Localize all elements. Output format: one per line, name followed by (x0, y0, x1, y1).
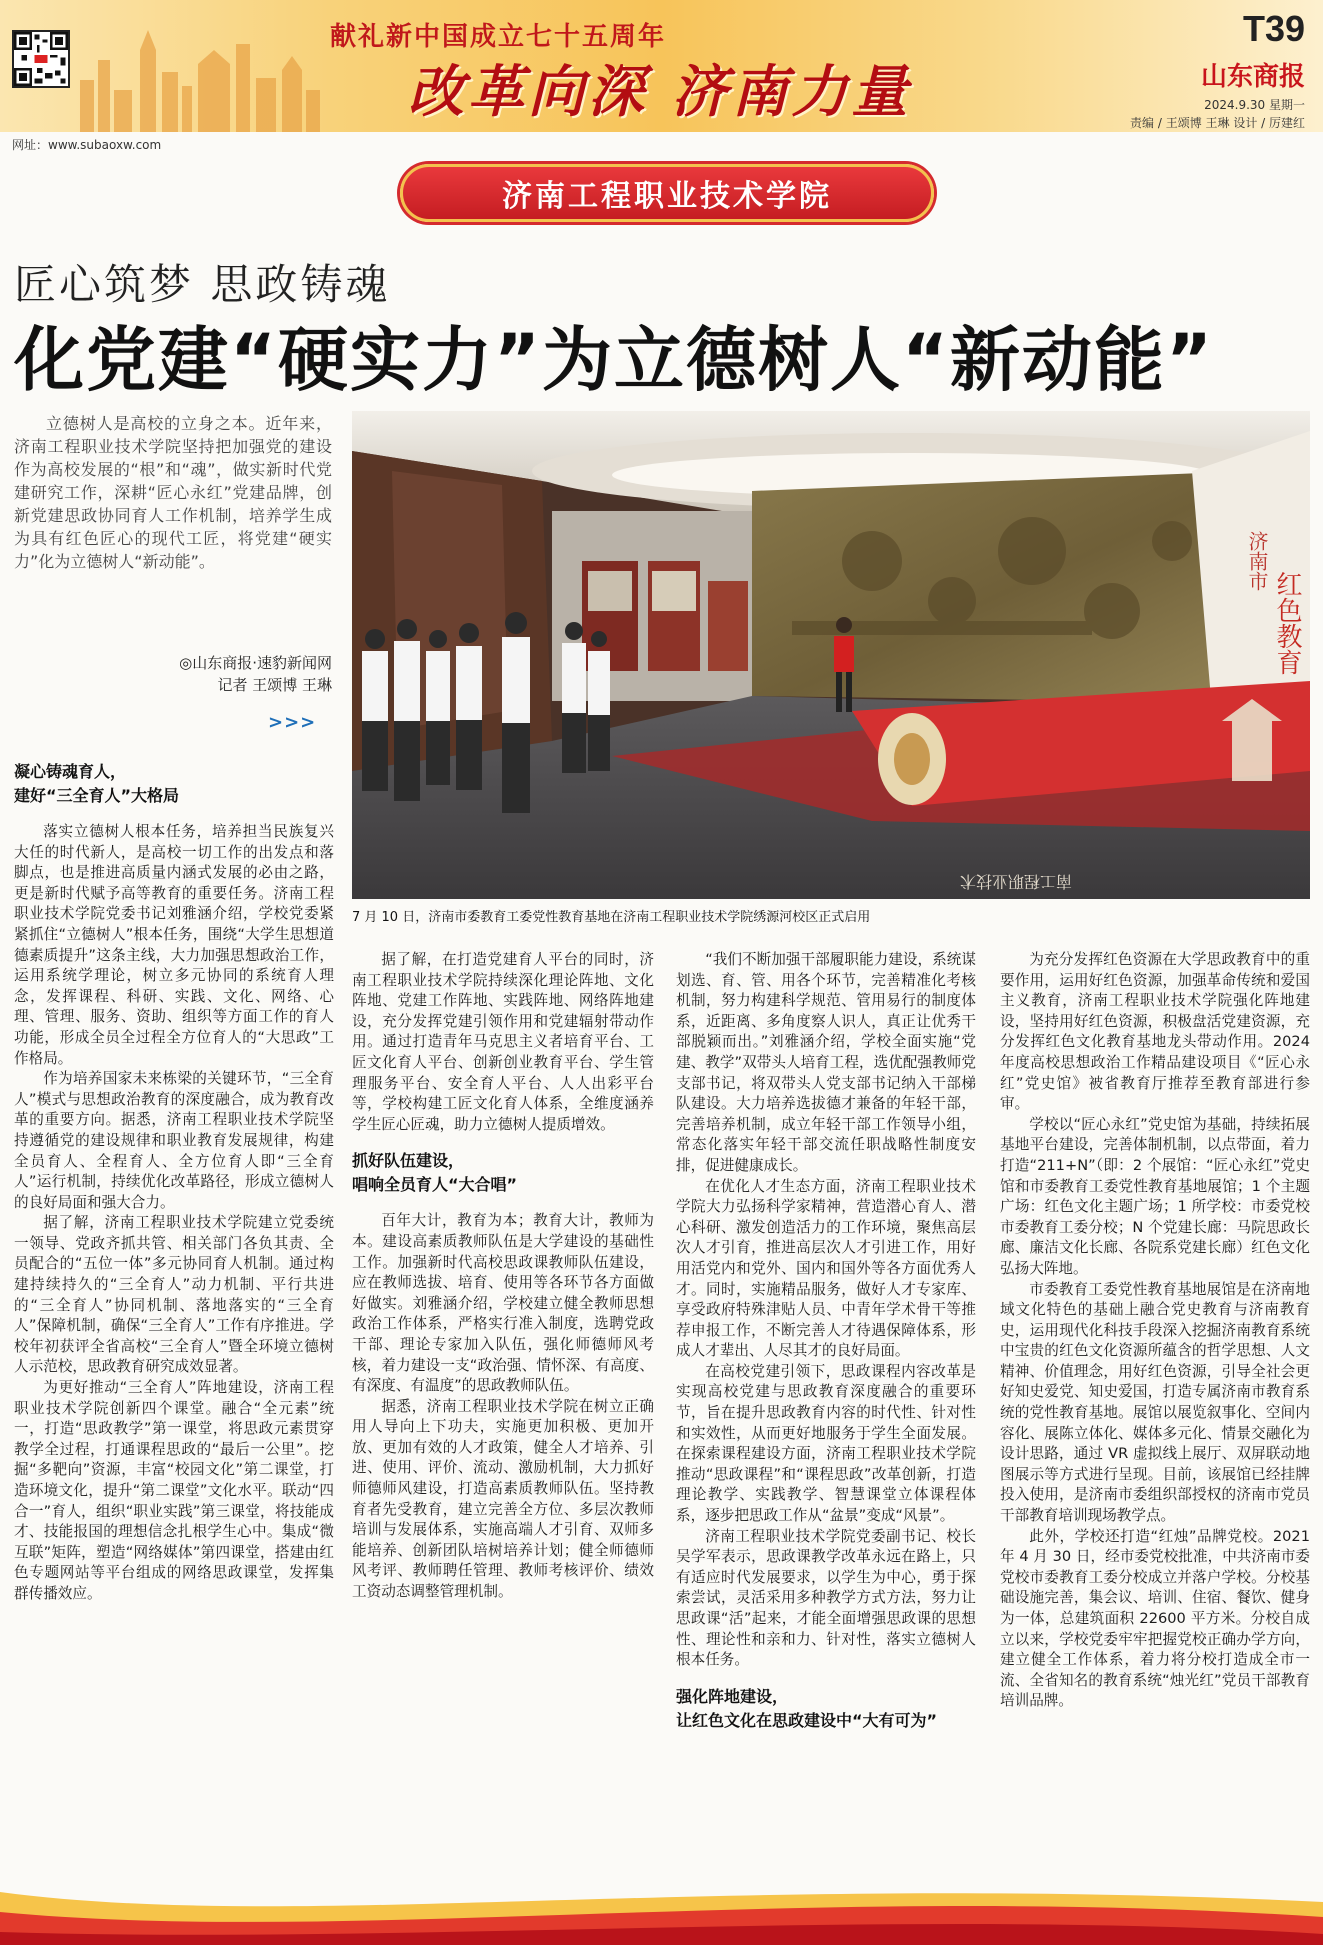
svg-text:红色教育: 红色教育 (1272, 571, 1302, 675)
section2-paragraph: 据悉，济南工程职业技术学院在树立正确用人导向上下功夫，实施更加积极、更加开放、更加有效的人才政策，健全人才培养、引进、使用、评价、流动、激励机制，大力抓好师德师风建设，打造高素质教师队伍。坚持教育者先受教育，建立完善全方位、多层次教师培训与发展体系，实施高端人才引育、双师多能培养、创新团队培树培养计划；健全师德师风考评、教师聘任管理、教师考核评价、绩效工资动态调整管理机制。 (352, 1397, 654, 1601)
byline-reporters: 记者 王颂博 王琳 (217, 676, 332, 694)
column-2 (352, 950, 654, 1603)
section2-paragraph: 在优化人才生态方面，济南工程职业技术学院大力弘扬科学家精神，营造潜心育人、潜心科研、激发创造活力的工作环境，聚焦高层次人才引育，推进高层次人才引进工作，用好用活党内和党外、国内和国外等各方面优秀人才。同时，实施精品服务，做好人才专家库、享受政府特殊津贴人员、中青年学术骨干等推荐申报工作，不断完善人才待遇保障体系，形成人才辈出、人尽其才的良好局面。 (676, 1177, 976, 1360)
section3-title-line1: 强化阵地建设， (676, 1686, 789, 1706)
svg-text:济南市: 济南市 (1245, 531, 1269, 591)
series-slogan: 改革向深 济南力量 (408, 59, 912, 125)
column-1 (14, 760, 334, 1605)
school-banner (400, 164, 934, 222)
section2-paragraph: 百年大计，教育为本；教育大计，教师为本。建设高素质教师队伍是大学建设的基础性工作。加强新时代高校思政课教师队伍建设，应在教师选拔、培育、使用等各环节各方面做好做实。刘雅涵介绍，学校建立健全教师思想政治工作体系，严格实行准入制度，选聘党政干部、理论专家加入队伍，强化师德师风考核，着力建设一支“政治强、情怀深、有高度、有深度、有温度”的思政教师队伍。 (352, 1212, 654, 1395)
section2-title-line1: 抓好队伍建设， (352, 1151, 465, 1171)
section2-paragraph: “我们不断加强干部履职能力建设，系统谋划选、育、管、用各个环节，完善精准化考核机制，努力构建科学规范、管用易行的制度体系，近距离、多角度察人识人，真正让优秀干部脱颖而出。”刘雅涵介绍，学校全面实施“党建、教学”双带头人培育工程，选优配强教师党支部书记，将双带头人党支部书记纳入干部梯队建设。大力培养选拔德才兼备的年轻干部，完善培养机制，成立年轻干部工作领导小组，常态化落实年轻干部交流任职战略性制度安排，促进健康成长。 (676, 951, 976, 1174)
main-headline: 化党建“硬实力”为立德树人“新动能” (14, 319, 1215, 401)
exhibition-hall-photo (352, 411, 1310, 899)
city-skyline-graphic (80, 20, 320, 132)
kicker-headline: 匠心筑梦 思政铸魂 (14, 260, 391, 309)
section3-paragraph: 学校以“匠心永红”党史馆为基础，持续拓展基地平台建设，完善体制机制，以点带面，着力打造“211+N”（即：2 个展馆：“匠心永红”党史馆和市委教育工委党性教育基地展馆；1 个主题广场：红色文化主题广场；1 所学校：市委党校市委教育工委分校；N 个党建长廊：马院思政长廊、廉洁文化长廊、各院系党建长廊）红色文化弘扬大阵地。 (1000, 1115, 1310, 1277)
school-name: 济南工程职业技术学院 (502, 179, 832, 214)
qr-code-icon[interactable] (12, 30, 70, 88)
byline-source: ◎山东商报·速豹新闻网 (179, 654, 332, 672)
section3-paragraph: 此外，学校还打造“红烛”品牌党校。2021 年 4 月 30 日，经市委党校批准，中共济南市委党校市委教育工委分校成立并落户学校。分校基础设施完善，集会议、培训、住宿、餐饮、健身为一体，总建筑面积 22600 平方米。分校自成立以来，学校党委牢牢把握党校正确办学方向，建立健全工作体系，着力将分校打造成全市一流、全省知名的教育系统“烛光红”党员干部教育培训品牌。 (1000, 1527, 1310, 1710)
website-link[interactable]: 网址：www.subaoxw.com (12, 138, 162, 152)
column-3 (676, 950, 976, 1747)
section1-paragraph: 作为培养国家未来栋梁的关键环节，“三全育人”模式与思想政治教育的深度融合，成为教育改革的重要方向。据悉，济南工程职业技术学院坚持遵循党的建设规律和职业教育发展规律，构建全员育人、全程育人、全方位育人即“三全育人”运行机制，持续优化改革路径，形成立德树人的良好局面和强大合力。 (14, 1070, 334, 1211)
lead-paragraph (14, 412, 332, 573)
section1-paragraph: 为更好推动“三全育人”阵地建设，济南工程职业技术学院创新四个课堂。融合“全元素”统一，打造“思政教学”第一课堂，将思政元素贯穿教学全过程，打通课程思政的“最后一公里”。挖掘“多靶向”资源，丰富“校园文化”第二课堂，打造环境文化，提升“第二课堂”文化水平。联动“四合一”育人，组织“职业实践”第三课堂，将技能成才、技能报国的理想信念扎根学生心中。集成“微互联”矩阵，塑造“网络媒体”第四课堂，搭建由红色专题网站等平台组成的网络思政课堂，发挥集群传播效应。 (14, 1379, 334, 1602)
section1-title-line1: 凝心铸魂育人， (14, 762, 127, 781)
section2-paragraph: 济南工程职业技术学院党委副书记、校长吴学军表示，思政课教学改革永远在路上，只有适应时代发展要求，以学生为中心，勇于探索尝试，灵活采用多种教学方式方法，努力让思政课“活”起来，才能全面增强思政课的思想性、理论性和亲和力、针对性，落实立德树人根本任务。 (676, 1527, 976, 1669)
page-number: T39 (1242, 8, 1305, 49)
issue-date: 2024.9.30 星期一 (1204, 98, 1305, 112)
section1-paragraph: 据了解，济南工程职业技术学院建立党委统一领导、党政齐抓共管、相关部门各负其责、全员配合的“五位一体”多元协同育人机制。通过构建持续持久的“三全育人”动力机制、平行共进的“三全育人”协同机制、落地落实的“三全育人”保障机制，确保“三全育人”工作有序推进。学校年初获评全省高校“三全育人”暨全环境立德树人示范校，思政教育研究成效显著。 (14, 1214, 334, 1376)
section3-paragraph: 市委教育工委党性教育基地展馆是在济南地域文化特色的基础上融合党史教育与济南教育史，运用现代化科技手段深入挖掘济南教育系统中宝贵的红色文化资源所蕴含的哲学思想、人文精神、价值理念，用好红色资源，引导全社会更好知史爱党、知史爱国，打造专属济南市教育系统的党性教育基地。展馆以展览叙事化、空间内容化、展陈立体化、媒体多元化、情景交融化为设计思路，通过 VR 虚拟线上展厅、双屏联动地图展示等方式进行呈现。目前，该展馆已经挂牌投入使用，是济南市委组织部授权的济南市党员干部教育培训现场教学点。 (1000, 1280, 1310, 1525)
editor-credits: 责编 / 王颂博 王琳 设计 / 厉建红 (1130, 116, 1305, 130)
section2-title-line2: 唱响全员育人“大合唱” (352, 1175, 518, 1195)
section2-intro-paragraph: 据了解，在打造党建育人平台的同时，济南工程职业技术学院持续深化理论阵地、文化阵地、党建工作阵地、实践阵地、网络阵地建设，充分发挥党建引领作用和党建辐射带动作用。通过打造青年马克思主义者培育平台、工匠文化育人平台、创新创业教育平台、学生管理服务平台、安全育人平台、人人出彩平台等，学校构建工匠文化育人体系，全维度涵养学生匠心匠魂，助力立德树人提质增效。 (352, 951, 654, 1133)
lead-text: 立德树人是高校的立身之本。近年来，济南工程职业技术学院坚持把加强党的建设作为高校发展的“根”和“魂”，做实新时代党建研究工作，深耕“匠心永红”党建品牌，创新党建思政协同育人工作机制，培养学生成为具有红色匠心的现代工匠，将党建“硬实力”化为立德树人“新动能”。 (14, 414, 332, 571)
section2-paragraph: 在高校党建引领下，思政课程内容改革是实现高校党建与思政教育深度融合的重要环节，旨在提升思政教育内容的时代性、针对性和实效性，从而更好地服务于学生全面发展。在探索课程建设方面，济南工程职业技术学院推动“思政课程”和“课程思政”改革创新，打造理论教学、实践教学、智慧课堂立体课程体系，逐步把思政工作从“盆景”变成“风景”。 (676, 1362, 976, 1525)
anniversary-title: 献礼新中国成立七十五周年 (330, 22, 667, 52)
section1-paragraph: 落实立德树人根本任务，培养担当民族复兴大任的时代新人，是高校一切工作的出发点和落脚点，也是推进高质量内涵式发展的必由之路，更是新时代赋予高等教育的重要任务。济南工程职业技术学院党委书记刘雅涵介绍，学校党委紧紧抓住“立德树人”根本任务，围绕“大学生思想道德素质提升”这条主线，大力加强思想政治工作，运用系统学理论，树立多元协同的系统育人理念，发挥课程、科研、实践、文化、网络、心理、管理、服务、资助、组织等方面工作的育人功能，形成全员全过程全方位育人的“大思政”工作格局。 (14, 823, 334, 1067)
continue-arrows: >>> (268, 712, 317, 733)
byline (16, 652, 332, 696)
photo-caption: 7 月 10 日，济南市委教育工委党性教育基地在济南工程职业技术学院绣源河校区正式启用 (352, 910, 871, 925)
section1-title-line2: 建好“三全育人”大格局 (14, 786, 180, 805)
section3-title-line2: 让红色文化在思政建设中“大有可为” (676, 1710, 938, 1730)
newspaper-name: 山东商报 (1200, 62, 1305, 92)
svg-text:南工程职业技术: 南工程职业技术 (959, 872, 1072, 891)
footer-ribbon-decoration (0, 1862, 1323, 1945)
section3-paragraph: 为充分发挥红色资源在大学思政教育中的重要作用，运用好红色资源，加强革命传统和爱国主义教育，济南工程职业技术学院强化阵地建设，坚持用好红色资源，积极盘活党建资源，充分发挥红色文化教育基地龙头带动作用。2024 年度高校思想政治工作精品建设项目《“匠心永红”党史馆》被省教育厅推荐至教育部进行参审。 (1000, 951, 1310, 1113)
masthead (0, 0, 1323, 132)
column-4 (1000, 950, 1310, 1712)
